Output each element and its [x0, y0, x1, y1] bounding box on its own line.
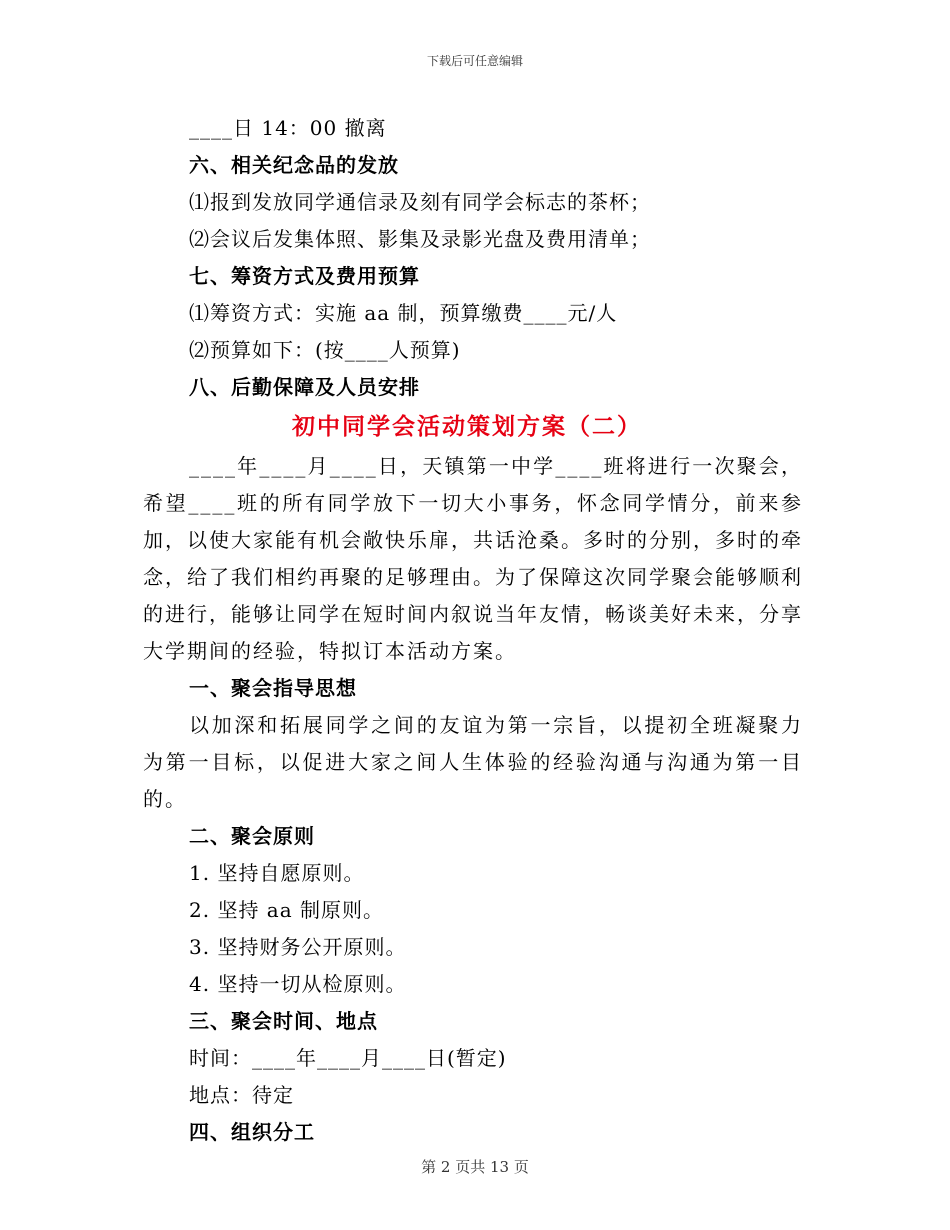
principle-item-1: 1. 坚持自愿原则。	[189, 861, 365, 885]
section-7-heading: 七、筹资方式及费用预算	[189, 264, 420, 288]
principle-item-3: 3. 坚持财务公开原则。	[189, 935, 407, 959]
page-footer: 第 2 页共 13 页	[421, 1158, 529, 1176]
part-1-heading: 一、聚会指导思想	[189, 676, 357, 700]
section-6-item-2: ⑵会议后发集体照、影集及录影光盘及费用清单；	[189, 227, 651, 251]
part-1-paragraph: 以加深和拓展同学之间的友谊为第一宗旨，以提初全班凝聚力为第一目标，以促进大家之间人生体验的经验沟通与沟通为第一目的。	[143, 713, 803, 811]
part-3-heading: 三、聚会时间、地点	[189, 1009, 378, 1033]
section-7-item-2: ⑵预算如下：(按____人预算)	[189, 338, 461, 362]
end-time-line: ____日 14：00 撤离	[189, 116, 387, 140]
page-header: 下载后可任意编辑	[426, 54, 523, 68]
part-4-heading: 四、组织分工	[189, 1120, 315, 1144]
part-2-heading: 二、聚会原则	[189, 824, 315, 848]
meeting-time-line: 时间：____年____月____日(暂定)	[189, 1046, 507, 1070]
section-8-heading: 八、后勤保障及人员安排	[189, 375, 420, 399]
section-7-item-1: ⑴筹资方式：实施 aa 制，预算缴费____元/人	[189, 301, 618, 325]
principle-item-4: 4. 坚持一切从检原则。	[189, 972, 407, 996]
document-body	[143, 110, 803, 1151]
principle-item-2: 2. 坚持 aa 制原则。	[189, 898, 385, 922]
section-6-heading: 六、相关纪念品的发放	[189, 153, 399, 177]
intro-paragraph: ____年____月____日，天镇第一中学____班将进行一次聚会，希望____班的所有同学放下一切大小事务，怀念同学情分，前来参加，以使大家能有机会敞快乐扉，共话沧桑。多时的分别，多时的牵念，给了我们相约再聚的足够理由。为了保障这次同学聚会能够顺利的进行，能够让同学在短时间内叙说当年友情，畅谈美好未来，分享大学期间的经验，特拟订本活动方案。	[143, 454, 803, 663]
section-6-item-1: ⑴报到发放同学通信录及刻有同学会标志的茶杯；	[189, 190, 651, 214]
document-title: 初中同学会活动策划方案（二）	[292, 414, 642, 440]
meeting-place-line: 地点：待定	[189, 1083, 294, 1107]
